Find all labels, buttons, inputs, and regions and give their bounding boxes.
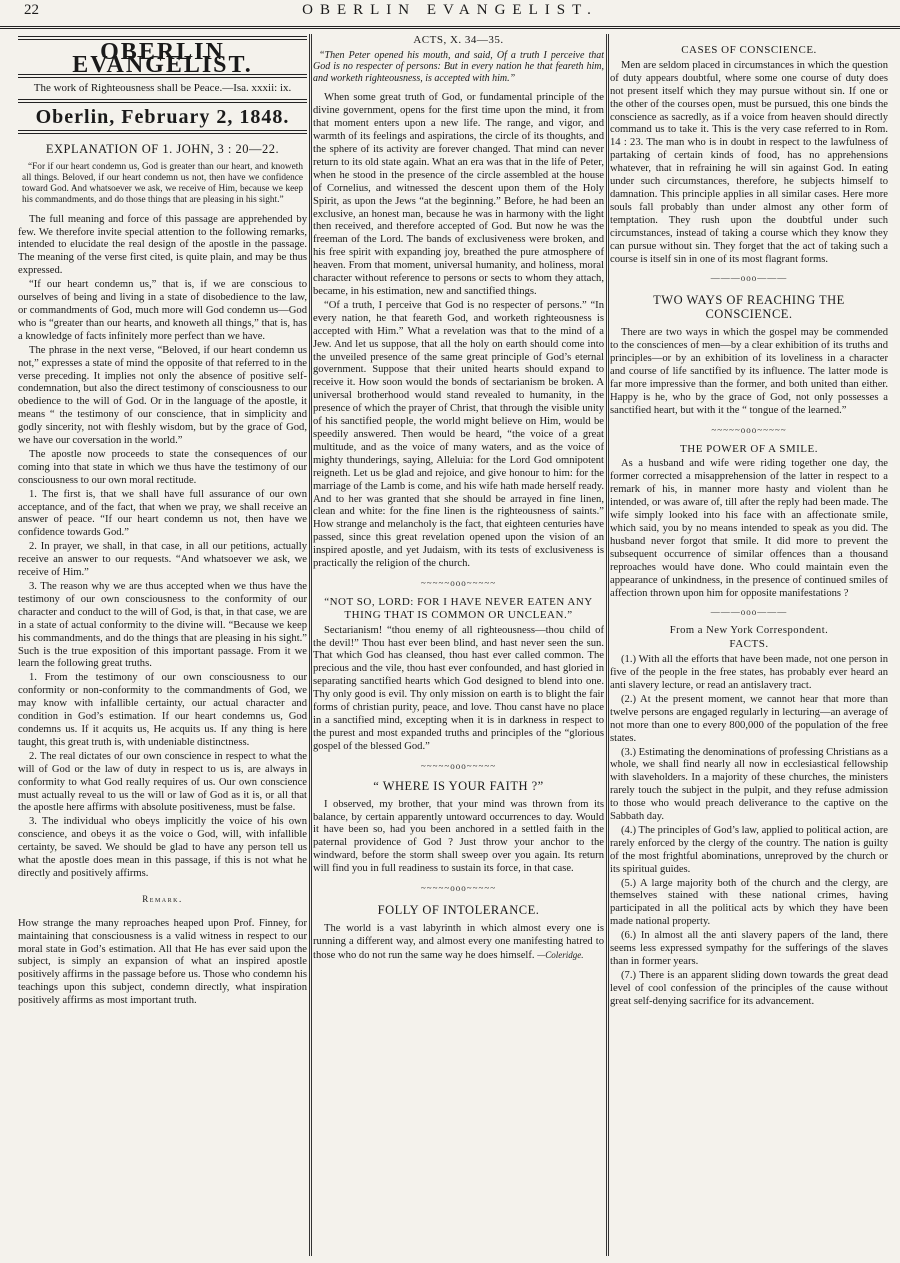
paragraph: When some great truth of God, or fundamental principle of the divine government, opens for the first time upon the mind, it from that moment enters upon a new life. The range, and vigor, and warmth of its feelings and aspirations, the circle of its thoughts, and the sphere of its activity are forever changed. That mind can never return to its old state again. What an era was that in the life of Peter, when he stood in the presence of the circle assembled at the house of Cornelius, and witnessed the descent upon them of the Holy Spirit, as upon the Jews “at the beginning.” Before, he had been an exclusive, an honest man, because he was in harmony with the light then received, and therefore accepted of God. But now he was the freeman of the Lord. The bands of exclusiveness were broken, and his free spirit with expanding joy, breathed the pure atmosphere of heaven. From that moment, universal humanity, and holiness, moral character without reference to persons or sects to whom they attach, became, in his estimation, new and sanctified things. (313, 92, 604, 297)
article-title: “NOT SO, LORD: FOR I HAVE NEVER EATEN ANY THING THAT IS COMMON OR UNCLEAN.” (324, 595, 593, 621)
section-ornament: ~~~~~ooo~~~~~ (420, 883, 497, 894)
paragraph: How strange the many reproaches heaped upon Prof. Finney, for maintaining that consciousness is a valid witness in respect to our moral state in God’s estimation. All that He has ever said upon the subject, is simply an expansion of what an inspired apostle positively affirms in the passage before us. Those who condemn his teachings upon this subject, condemn directly, what inspiration positively affirms as most important truth. (18, 917, 307, 1007)
article-title: THE POWER OF A SMILE. (680, 442, 818, 455)
article-title: ACTS, X. 34—35. (413, 34, 504, 46)
column-rule (606, 34, 609, 1256)
section-ornament: ———ooo——— (710, 273, 788, 284)
list-item: (4.) The principles of God’s law, applied to political action, are rarely enforced by the clergy of the country. The nation is guilty of the most frightful abominations, unreproved by the church or its spiritual guides. (610, 824, 888, 875)
attribution: —Coleridge. (537, 949, 584, 960)
paragraph: “Of a truth, I perceive that God is no respecter of persons.” “In every nation, he that feareth God, and worketh righteousness is accepted with Him.” What a revelation was that to the mind of a Jew. And let us suppose, that all the holy on earth should come into the unveiled presence of the same great principle of God’s eternal government. Suppose that their united hearts should expand to receive it. How soon would the bonds of sectarianism be broken. A universal brotherhood would stand revealed to humanity, in the presence of which the prayer of Christ, that through the visible unity of his sanctified people, the world might believe on Him, would be speedily answered. Then would be heard, “the voice of a great multitude, and as the voice of many waters, and as the voice of mighty thunderings, saying, Alleluia: for the Lord God omnipotent reigneth. Let us be glad and rejoice, and give honour to him: for the marriage of the Lamb is come, and his wife hath made herself ready. And to her was granted that she should be arrayed in fine linen, clean and white: for the fine linen is the righteousness of saints.” How strange and melancholy is the fact, that eighteen centuries have passed, since this great revelation opened upon the vision of an inspired apostle, and yet Judaism, with its tests of exclusiveness is practically the religion of the church. (313, 299, 604, 570)
paragraph: The phrase in the next verse, “Beloved, if our heart condemn us not,” expresses a state of mind the opposite of that referred to in the verse preceding. It implies not only the absence of positive self-condemnation, but also the direct testimony of consciousness to our obedience to the will of God. Or in the language of the apostle, it means “ the testimony of our conscience, that in simplicity and godly sincerity, not with fleshly wisdom, but by the grace of God, we have our coversation in the world.” (18, 344, 307, 447)
paragraph: 1. From the testimony of our own consciousness to our conformity or non-conformity to the commandments of God, we may know with infallible certainty, our actual character and condition in God’s estimation. If our heart condemns us, God condemns us. If it acquits us, He acquits us. If any thing is here taught, this great truth is, with undeniable distinctness. (18, 672, 307, 748)
running-title: OBERLIN EVANGELIST. (302, 2, 598, 18)
list-item: (3.) Estimating the denominations of professing Christians as a whole, we shall find nearly all now in ecclesiastical fellowship with slaveholders. In a majority of these churches, the ministers rarely touch the subject in the pulpit, and they refuse admission to those who would preach deliverance to the captive on the Sabbath day. (610, 746, 888, 823)
dateline: Oberlin, February 2, 1848. (35, 105, 290, 128)
article-title: FOLLY OF INTOLERANCE. (377, 902, 540, 917)
paragraph: Sectarianism! “thou enemy of all righteousness—thou child of the devil!” Thou hast ever been blind, and hast never seen the sun. That which God has cleansed, thou hast ever called common. The precious and the vile, thou hast ever confounded, and hast gloried in separating sanctified hearts which God designed to blend into one. Thy only good is evil. Thy only mission on earth is to blight the fair forms of christian purity, peace, and love. Thou canst have no place in a sanctified mind, excepting when it is in darkness in respect to the purest and most expanded truths and principles of the “glorious gospel of the blessed God.” (313, 624, 604, 752)
paragraph (313, 923, 604, 963)
article-title: EXPLANATION OF 1. JOHN, 3 : 20—22. (45, 141, 280, 156)
dateline-rule (18, 130, 307, 134)
list-item: (6.) In almost all the anti slavery papers of the land, there seems less expressed sympathy for the sufferings of the slaves than in former years. (610, 930, 888, 967)
paragraph: As a husband and wife were riding together one day, the former corrected a misapprehension of the latter in respect to a remark of his, in manner more hasty and violent than he intended, or was aware of, till after the reply had been made. The wife simply looked into his face with an affectionate smile, which said, you by no means intended to speak as you did. The husband never forgot that smile. It did more to prevent the subsequent occurrence of similar offences than a thousand reproaches would have done. Who could maintain even the appearance of unkindness, in the presence of continued smiles of affection thrown upon him for opposite manifestations ? (610, 458, 888, 599)
paragraph: 1. The first is, that we shall have full assurance of our own acceptance, and of the fact, that when we pray, we shall receive an answer of peace. “If our heart condemn us not, then have we confidence towards God.” (18, 488, 307, 539)
paragraph: There are two ways in which the gospel may be commended to the consciences of men—by a clear exhibition of its truths and principles—or by an exhibition of its loveliness in a character and course of life sanctified by its influence. The latter mode is far more impressive than the former, and both united than either. Happy is he, who by the grace of God, not only possesses a sanctified heart, but with it the “ tongue of the learned.” (610, 327, 888, 416)
section-ornament: ~~~~~ooo~~~~~ (711, 424, 787, 435)
article-source: From a New York Correspondent. (669, 625, 829, 637)
paragraph: The apostle now proceeds to state the consequences of our coming into that state in which we thus have the testimony of our consciousness to our own moral rectitude. (18, 448, 307, 486)
list-item: (5.) A large majority both of the church and the clergy, are themselves stained with these national crimes, having participated in all the political acts by which they have been made national property. (610, 877, 888, 928)
column-rule (309, 34, 312, 1256)
page-number: 22 (24, 2, 39, 18)
paragraph-text: The world is a vast labyrinth in which almost every one is running a different way, and almost every one manifesting hatred to those who do not run the same way he does himself. (313, 922, 604, 961)
paragraph: Men are seldom placed in circumstances in which the question of duty appears doubtful, where some one course of duty does not present itself which they may pursue without sin. If one or the other of the courses open, must be pursued, this one binds the conscience as sacredly, as if a voice from heaven should directly command us to take it. This is the very case referred to in Rom. 14 : 23. The man who is in doubt in respect to the lawfulness of partaking of certain kinds of food, has no apprehensions whatever, that in refraining he will sin against God. In eating under such circumstances, therefore, he subjects himself to damnation. This principle applies in all similar cases. Here more souls fall probably than under almost any other form of temptation. They rush upon the doubtful under such circumstances, instead of taking a course which they know they can pursue without sin. They forget that the act of taking such a course is itself sin in one of its most flagrant forms. (610, 59, 888, 265)
column-1 (18, 34, 307, 1009)
list-item: (1.) With all the efforts that have been made, not one person in five of the people in the free states, has probably ever heard an anti slavery lecture, or read an antislavery tract. (610, 654, 888, 691)
scripture-quote: “Then Peter opened his mouth, and said, Of a truth I perceive that God is no respecter of persons: But in every nation he that feareth him, and worketh righteousness, is accepted with him.” (313, 49, 604, 84)
scripture-quote: “For if our heart condemn us, God is greater than our heart, and knoweth all things. Beloved, if our heart condemn us not, then have we confidence toward God. And whatsoever we ask, we receive of Him, because we keep his commandments, and do those things that are pleasing in his sight.” (22, 161, 303, 205)
remark-heading: Remark. (142, 893, 183, 904)
column-3 (610, 34, 888, 1010)
section-ornament: ~~~~~ooo~~~~~ (420, 760, 497, 771)
article-title: CASES OF CONSCIENCE. (681, 44, 817, 56)
paragraph: 3. The individual who obeys implicitly the voice of his own conscience, and obeys it as the voice o God, will, with infallible certainty, be saved. We should be glad to have any person tell us what the apostle does mean in this passage, if this is not what he directly and positively affirms. (18, 816, 307, 879)
paragraph: “If our heart condemn us,” that is, if we are conscious to ourselves of being and living in a state of disobedience to the law, or commandments of God, much more will God condemn us—God who is “greater than our hearts, and knoweth all things,” that is, has a knowledge of facts infinitely more perfect than we have. (18, 279, 307, 342)
column-2 (313, 34, 604, 964)
list-item: (7.) There is an apparent sliding down towards the great dead level of cool confession of the principles of the cause without great self-denying sacrifice for its advancement. (610, 969, 888, 1007)
section-ornament: ———ooo——— (710, 607, 788, 618)
paragraph: 2. In prayer, we shall, in that case, in all our petitions, actually receive an answer to our requests. “And whatsoever we ask, we receive of Him.” (18, 541, 307, 579)
masthead-motto: The work of Righteousness shall be Peace.—Isa. xxxii: ix. (33, 81, 292, 94)
article-title: FACTS. (729, 638, 769, 651)
article-title: “ WHERE IS YOUR FAITH ?” (373, 778, 544, 793)
paragraph: The full meaning and force of this passage are apprehended by few. We therefore invite special attention to the following remarks, intended to elucidate the real design of the apostle in the passage. The meaning of the verse first cited, is quite plain, and may be thus expressed. (18, 213, 307, 277)
page-header (0, 0, 900, 29)
list-item: (2.) At the present moment, we cannot hear that more than twelve persons are engaged regularly in lecturing—an average of not more than one to every 800,000 of the population of the free states. (610, 693, 888, 744)
paragraph: I observed, my brother, that your mind was thrown from its balance, by certain apparently untoward occurrences to day. Would it have been so, had you been anchored in a settled faith in the paternal providence of God ? Just throw your anchor to the windward, before the storm shall sweep over you again. Its return will find you in full readiness to sustain its force, in that case. (313, 798, 604, 875)
paragraph: 2. The real dictates of our own conscience in respect to what the will of God or the law of duty in respect to us is, are always in conformity to what God really requires of us. Our own conscience must actually reveal to us the will or law of God as it is, or all that the apostle here affirms with absolute positiveness, must be false. (18, 750, 307, 814)
section-ornament: ~~~~~ooo~~~~~ (420, 577, 497, 588)
masthead-title: OBERLIN EVANGELIST. (72, 39, 253, 78)
paragraph: 3. The reason why we are thus accepted when we thus have the testimony of our own consciousness to the conformity of our character and conduct to the will of God, is that, in that case, we are in a state of actual conformity to the divine will. “Because we keep his commandments, and do the things that are pleasing in his sight.” Such is the true exposition of this important passage. From it we learn the following great truths. (18, 581, 307, 670)
article-title: TWO WAYS OF REACHING THE CONSCIENCE. (653, 293, 845, 322)
masthead-rule (18, 99, 307, 103)
